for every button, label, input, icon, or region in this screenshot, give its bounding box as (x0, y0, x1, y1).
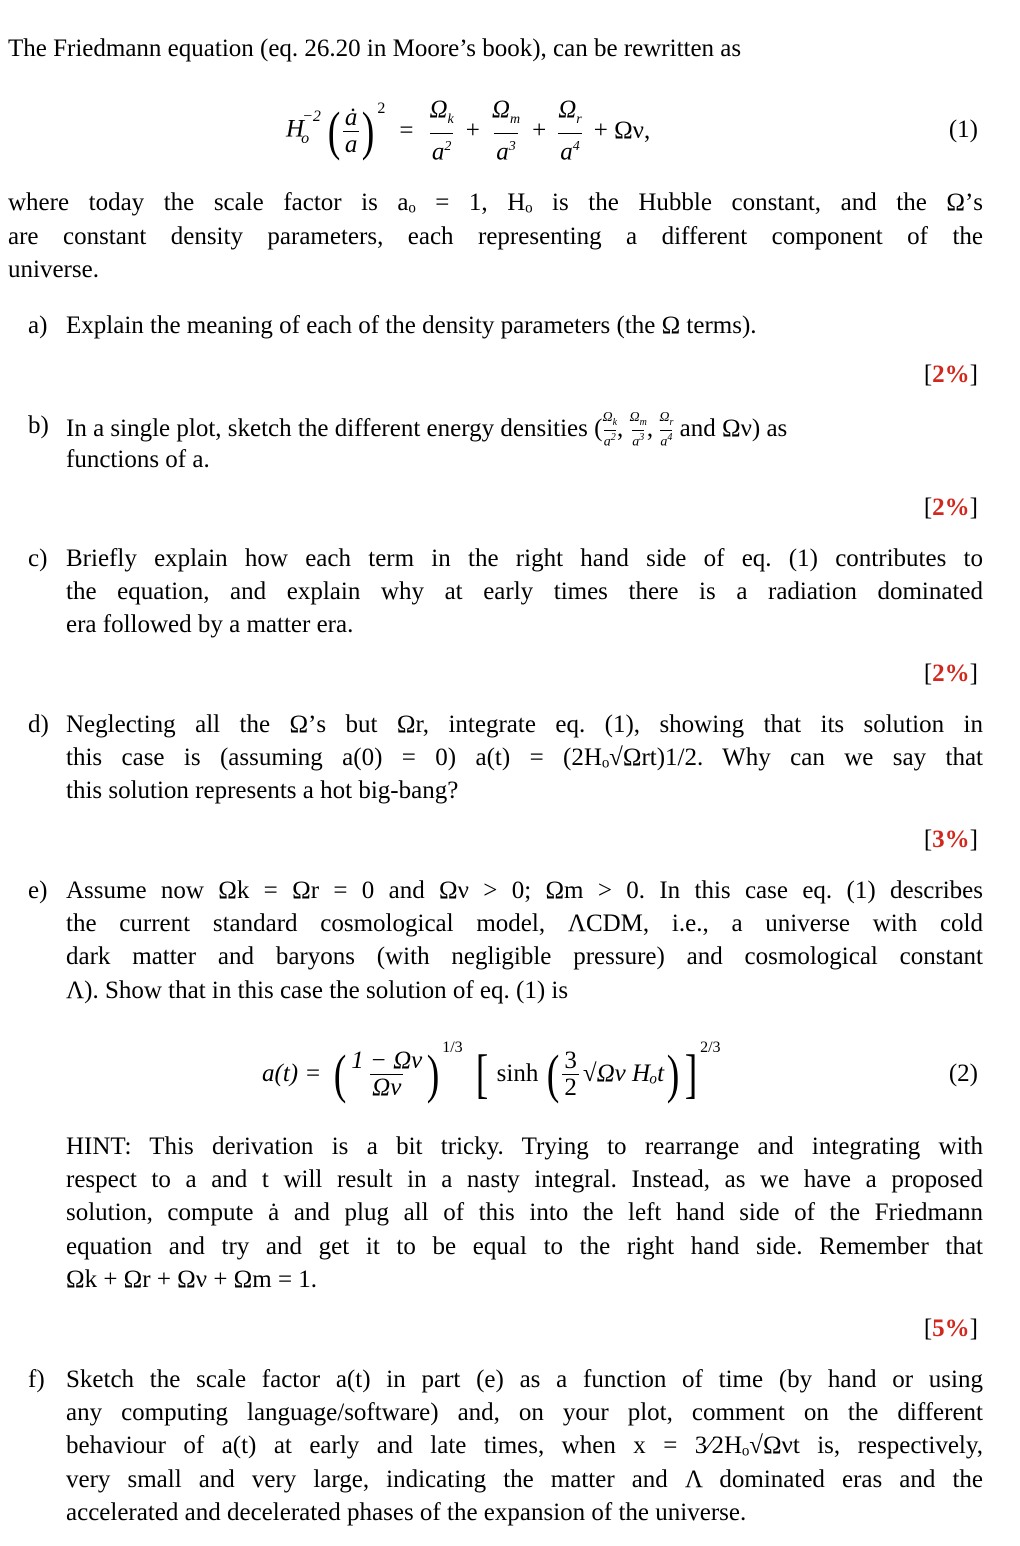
part-e-label: e) (28, 877, 48, 904)
part-e-line-4: Λ). Show that in this case the solution of eq. (1) is (66, 977, 569, 1004)
part-d-line-3: this solution represents a hot big-bang? (66, 777, 459, 804)
part-c-line-1: Briefly explain how each term in the right hand side of eq. (1) contributes to (66, 545, 983, 572)
part-d-mark: [3%] (923, 826, 978, 853)
hint-line-3: solution, compute ȧ and plug all of this into the left hand side of the Friedmann (66, 1199, 983, 1226)
part-b-mark: [2%] (923, 494, 978, 521)
where-line-1: where today the scale factor is aₒ = 1, Hₒ is the Hubble constant, and the Ω’s (8, 189, 983, 216)
eq1-term-r: $\frac{\Omega_r}{a^4}$ (558, 95, 582, 166)
part-b-line-1: In a single plot, sketch the different energy densities ( $\frac{\Omega_k}{a^2}$ , $\frac{\Omega_m}{a^3}$ , $\frac{\Omega_r}{a^4}$ and Ων) as (66, 410, 788, 450)
where-line-3: universe. (8, 256, 99, 283)
equation-1: $H_o^{-2}$ ( $\frac{ȧ}{a}$ ) $^2$ = $\frac{\Omega_k}{a^2}$ + $\frac{\Omega_m}{a^3}$ + $\frac{\Omega_r}{a^4}$ + Ων, (286, 95, 651, 166)
eq2-argument: √Ων Hₒt (582, 1060, 665, 1087)
eq1-term-m: $\frac{\Omega_m}{a^3}$ (491, 95, 521, 166)
hint-line-1: HINT: This derivation is a bit tricky. Trying to rearrange and integrating with (66, 1133, 983, 1160)
intro-text: The Friedmann equation (eq. 26.20 in Moore’s book), can be rewritten as (8, 35, 742, 62)
eq2-fraction: $\frac{1 - \Omega\nu}{\Omega\nu}$ (351, 1046, 423, 1101)
part-d-line-2: this case is (assuming a(0) = 0) a(t) = (2Hₒ√Ωrt)1/2. Why can we say that (66, 744, 983, 771)
eq1-adot-over-a: $\frac{ȧ}{a}$ (344, 103, 358, 158)
part-a-text: Explain the meaning of each of the density parameters (the Ω terms). (66, 312, 757, 339)
equation-2: a(t) = ( $\frac{1 - \Omega\nu}{\Omega\nu}$ ) $^{1/3}$ [ sinh ( $\frac{3}{2}$ √Ων Hₒt ) ] $^{2/3}$ (262, 1039, 721, 1104)
part-f-line-5: accelerated and decelerated phases of the expansion of the universe. (66, 1499, 747, 1526)
part-c-line-2: the equation, and explain why at early times there is a radiation dominated (66, 578, 983, 605)
part-b-line-2: functions of a. (66, 446, 210, 473)
part-b-label: b) (28, 412, 49, 439)
part-e-line-3: dark matter and baryons (with negligible pressure) and cosmological constant (66, 943, 983, 970)
part-e-line-2: the current standard cosmological model, ΛCDM, i.e., a universe with cold (66, 910, 983, 937)
part-f-label: f) (28, 1366, 45, 1393)
eq2-power-1: 1/3 (442, 1039, 463, 1056)
part-f-line-2: any computing language/software) and, on your plot, comment on the different (66, 1399, 983, 1426)
part-a-label: a) (28, 312, 48, 339)
eq2-sinh: sinh (496, 1060, 539, 1087)
hint-line-2: respect to a and t will result in a nasty integral. Instead, as we have a proposed (66, 1166, 983, 1193)
eq1-label: (1) (948, 116, 978, 143)
part-c-label: c) (28, 545, 48, 572)
part-a-mark: [2%] (923, 361, 978, 388)
eq2-three-halves: $\frac{3}{2}$ (564, 1046, 577, 1101)
eq1-term-k: $\frac{\Omega_k}{a^2}$ (429, 95, 454, 166)
eq1-hubble: $H_o^{-2}$ (286, 108, 321, 147)
part-c-line-3: era followed by a matter era. (66, 611, 354, 638)
hint-line-4: equation and try and get it to be equal to the right hand side. Remember that (66, 1233, 983, 1260)
eq1-square: 2 (377, 100, 386, 117)
eq2-label: (2) (948, 1060, 978, 1087)
where-line-2: are constant density parameters, each representing a different component of the (8, 223, 983, 250)
part-d-label: d) (28, 711, 49, 738)
part-c-mark: [2%] (923, 660, 978, 687)
part-f-line-4: very small and very large, indicating the matter and Λ dominated eras and the (66, 1466, 983, 1493)
hint-line-5: Ωk + Ωr + Ων + Ωm = 1. (66, 1266, 318, 1293)
part-f-line-1: Sketch the scale factor a(t) in part (e) as a function of time (by hand or using (66, 1366, 983, 1393)
eq2-lhs: a(t) = (262, 1060, 322, 1087)
part-e-mark: [5%] (923, 1315, 978, 1342)
part-d-line-1: Neglecting all the Ω’s but Ωr, integrate eq. (1), showing that its solution in (66, 711, 983, 738)
eq1-term-nu: + Ων, (593, 117, 651, 144)
part-f-line-3: behaviour of a(t) at early and late times, when x = 3⁄2Hₒ√Ωνt is, respectively, (66, 1432, 983, 1459)
eq2-power-2: 2/3 (700, 1039, 721, 1056)
part-e-line-1: Assume now Ωk = Ωr = 0 and Ων > 0; Ωm > 0. In this case eq. (1) describes (66, 877, 983, 904)
